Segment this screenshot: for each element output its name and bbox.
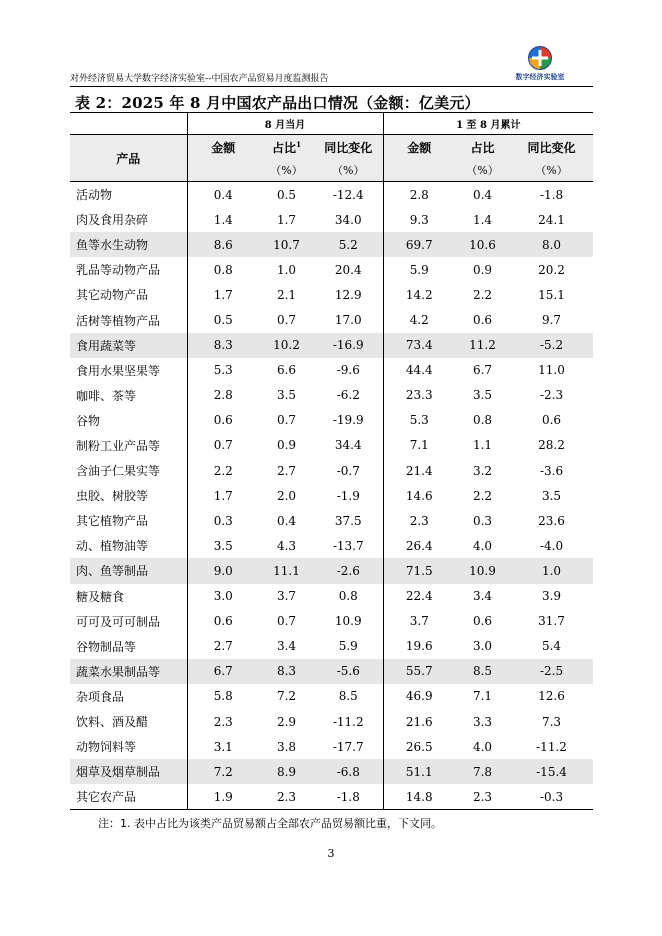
row-product-name: 其它植物产品 bbox=[76, 514, 149, 529]
table-row bbox=[70, 207, 593, 232]
row-product-name: 其它农产品 bbox=[70, 784, 187, 810]
row-month-share: 2.0 bbox=[276, 488, 297, 503]
row-cum-yoy: 12.6 bbox=[538, 689, 565, 704]
table-row bbox=[70, 784, 593, 810]
row-month-share: 0.7 bbox=[276, 614, 297, 629]
row-cum-yoy: 31.7 bbox=[538, 614, 565, 629]
cum-amount-header: 金额 bbox=[383, 135, 455, 160]
row-product-name: 蔬菜水果制品等 bbox=[70, 659, 187, 684]
share-footnote-mark: 1 bbox=[296, 139, 301, 149]
row-cum-yoy: -5.2 bbox=[510, 333, 593, 358]
row-cum-share: 2.2 bbox=[472, 488, 493, 503]
row-month-share: 6.6 bbox=[276, 363, 297, 378]
table-row bbox=[70, 759, 593, 784]
cum-yoy-unit: （%） bbox=[535, 164, 568, 177]
row-month-amount: 3.5 bbox=[187, 533, 259, 558]
row-cum-share: 6.7 bbox=[472, 363, 493, 378]
row-month-yoy: -5.6 bbox=[314, 659, 383, 684]
row-cum-share: 4.0 bbox=[472, 739, 493, 754]
row-product-name: 肉、鱼等制品 bbox=[70, 558, 187, 583]
row-cum-share: 0.4 bbox=[455, 182, 510, 208]
row-month-share: 2.3 bbox=[259, 784, 314, 810]
row-cum-amount: 21.4 bbox=[383, 458, 455, 483]
table-row bbox=[70, 307, 593, 332]
row-cum-share: 0.9 bbox=[472, 262, 493, 277]
month-yoy-header: 同比变化 bbox=[314, 135, 383, 160]
table-body bbox=[70, 182, 593, 810]
row-month-amount: 0.8 bbox=[187, 257, 259, 282]
row-product-name: 虫胶、树胶等 bbox=[76, 489, 149, 504]
row-month-amount: 0.4 bbox=[187, 182, 259, 208]
table-footnote: 注：1. 表中占比为该类产品贸易额占全部农产品贸易额比重，下文同。 bbox=[98, 817, 442, 830]
row-month-amount: 5.3 bbox=[187, 358, 259, 383]
row-month-amount: 5.8 bbox=[187, 684, 259, 709]
row-cum-yoy: 0.6 bbox=[541, 413, 562, 428]
month-share-unit: （%） bbox=[270, 164, 303, 177]
table-row bbox=[70, 358, 593, 383]
header-row-1 bbox=[70, 135, 593, 160]
row-cum-amount: 14.6 bbox=[383, 483, 455, 508]
header-group-row bbox=[70, 113, 593, 135]
row-cum-yoy: 23.6 bbox=[538, 513, 565, 528]
row-month-share: 2.1 bbox=[276, 287, 297, 302]
cum-share-header: 占比 bbox=[455, 135, 510, 160]
row-product-name: 食用蔬菜等 bbox=[70, 333, 187, 358]
row-cum-share: 1.1 bbox=[472, 438, 493, 453]
cum-share-unit: （%） bbox=[466, 164, 499, 177]
product-column-header: 产品 bbox=[70, 135, 187, 182]
month-share-label: 占比 bbox=[272, 140, 297, 155]
row-month-yoy: 12.9 bbox=[334, 287, 362, 302]
row-month-share: 0.4 bbox=[276, 513, 297, 528]
table-row bbox=[70, 282, 593, 307]
row-cum-share: 7.1 bbox=[472, 689, 493, 704]
row-month-amount: 8.6 bbox=[187, 232, 259, 257]
month-amount-unit bbox=[187, 159, 259, 182]
row-cum-yoy: -1.8 bbox=[510, 182, 593, 208]
row-cum-share: 1.4 bbox=[472, 212, 493, 227]
table-row bbox=[70, 458, 593, 483]
row-product-name: 可可及可可制品 bbox=[76, 614, 161, 629]
row-cum-amount: 73.4 bbox=[383, 333, 455, 358]
row-month-share: 1.7 bbox=[276, 212, 297, 227]
group-cumulative-header: 1 至 8 月累计 bbox=[383, 113, 593, 135]
row-cum-share: 7.8 bbox=[455, 759, 510, 784]
row-cum-share: 3.4 bbox=[472, 589, 493, 604]
row-cum-yoy: 3.5 bbox=[541, 488, 562, 503]
row-month-amount: 3.0 bbox=[187, 584, 259, 609]
row-month-amount: 0.3 bbox=[187, 508, 259, 533]
row-month-yoy: 8.5 bbox=[338, 689, 358, 704]
row-month-amount: 6.7 bbox=[187, 659, 259, 684]
row-cum-amount: 69.7 bbox=[383, 232, 455, 257]
row-month-amount: 9.0 bbox=[187, 558, 259, 583]
table-row bbox=[70, 659, 593, 684]
row-product-name: 动物饲料等 bbox=[76, 740, 137, 755]
table-row bbox=[70, 508, 593, 533]
row-cum-amount: 26.5 bbox=[383, 734, 455, 759]
table-row bbox=[70, 232, 593, 257]
row-month-share: 3.8 bbox=[276, 739, 297, 754]
row-cum-amount: 5.9 bbox=[383, 257, 455, 282]
row-cum-yoy: 9.7 bbox=[541, 313, 562, 328]
row-month-share: 8.3 bbox=[259, 659, 314, 684]
row-month-share: 0.5 bbox=[259, 182, 314, 208]
row-cum-share: 3.3 bbox=[472, 714, 493, 729]
table-row bbox=[70, 483, 593, 508]
row-product-name: 制粉工业产品等 bbox=[76, 438, 161, 453]
row-cum-share: 2.2 bbox=[472, 287, 493, 302]
row-month-yoy: 37.5 bbox=[334, 513, 362, 528]
table-row bbox=[70, 734, 593, 759]
row-month-share: 0.9 bbox=[276, 438, 297, 453]
row-product-name: 其它动物产品 bbox=[76, 288, 149, 303]
row-month-share: 4.3 bbox=[276, 538, 297, 553]
cum-yoy-header: 同比变化 bbox=[510, 135, 593, 160]
row-month-amount: 0.7 bbox=[187, 433, 259, 458]
row-month-yoy: -0.7 bbox=[336, 463, 360, 478]
row-month-share: 3.5 bbox=[276, 388, 297, 403]
lab-logo bbox=[505, 45, 575, 85]
row-product-name: 活动物 bbox=[70, 182, 187, 208]
row-month-share: 2.7 bbox=[276, 463, 297, 478]
row-month-share: 7.2 bbox=[276, 689, 297, 704]
row-cum-yoy: -2.5 bbox=[510, 659, 593, 684]
row-month-share: 3.4 bbox=[276, 639, 297, 654]
row-cum-yoy: 7.3 bbox=[541, 714, 562, 729]
month-yoy-unit: （%） bbox=[332, 164, 365, 177]
page-number: 3 bbox=[327, 847, 335, 860]
row-cum-amount: 2.3 bbox=[383, 508, 455, 533]
row-month-yoy: 0.8 bbox=[338, 589, 358, 604]
row-month-yoy: 34.0 bbox=[334, 212, 362, 227]
cum-amount-unit bbox=[383, 159, 455, 182]
table-title: 表 2：2025 年 8 月中国农产品出口情况（金额：亿美元） bbox=[75, 94, 480, 112]
running-header: 对外经济贸易大学数字经济实验室--中国农产品贸易月度监测报告 bbox=[70, 74, 329, 84]
row-cum-amount: 44.4 bbox=[383, 358, 455, 383]
row-month-share: 10.7 bbox=[259, 232, 314, 257]
row-month-amount: 2.7 bbox=[187, 634, 259, 659]
row-cum-amount: 55.7 bbox=[383, 659, 455, 684]
row-cum-amount: 46.9 bbox=[383, 684, 455, 709]
row-cum-share: 2.3 bbox=[455, 784, 510, 810]
row-month-yoy: -6.8 bbox=[314, 759, 383, 784]
row-cum-amount: 2.8 bbox=[383, 182, 455, 208]
table-row bbox=[70, 533, 593, 558]
row-month-share: 10.2 bbox=[259, 333, 314, 358]
row-month-yoy: -12.4 bbox=[314, 182, 383, 208]
row-month-share: 8.9 bbox=[259, 759, 314, 784]
month-amount-header: 金额 bbox=[187, 135, 259, 160]
table-row bbox=[70, 383, 593, 408]
row-product-name: 动、植物油等 bbox=[76, 539, 149, 554]
row-cum-yoy: 5.4 bbox=[541, 639, 562, 654]
row-month-share: 1.0 bbox=[276, 262, 297, 277]
table-row bbox=[70, 609, 593, 634]
row-cum-amount: 3.7 bbox=[383, 609, 455, 634]
row-month-share: 0.7 bbox=[276, 413, 297, 428]
row-month-yoy: -6.2 bbox=[336, 388, 360, 403]
row-month-yoy: -13.7 bbox=[332, 538, 364, 553]
row-cum-yoy: -0.3 bbox=[510, 784, 593, 810]
table-row bbox=[70, 709, 593, 734]
table-row bbox=[70, 584, 593, 609]
row-product-name: 饮料、酒及醋 bbox=[76, 715, 149, 730]
row-month-amount: 8.3 bbox=[187, 333, 259, 358]
lab-logo-text: 数字经济实验室 bbox=[515, 73, 565, 81]
row-cum-amount: 51.1 bbox=[383, 759, 455, 784]
row-cum-amount: 26.4 bbox=[383, 533, 455, 558]
row-cum-amount: 23.3 bbox=[383, 383, 455, 408]
row-cum-yoy: 8.0 bbox=[510, 232, 593, 257]
row-cum-yoy: -2.3 bbox=[539, 388, 564, 403]
row-month-amount: 1.7 bbox=[187, 483, 259, 508]
row-month-share: 0.7 bbox=[276, 313, 297, 328]
row-month-amount: 7.2 bbox=[187, 759, 259, 784]
row-cum-share: 4.0 bbox=[472, 538, 493, 553]
row-cum-amount: 9.3 bbox=[383, 207, 455, 232]
row-month-yoy: -2.6 bbox=[314, 558, 383, 583]
table-row bbox=[70, 684, 593, 709]
row-month-amount: 0.6 bbox=[187, 408, 259, 433]
row-cum-amount: 19.6 bbox=[383, 634, 455, 659]
row-month-amount: 0.5 bbox=[187, 307, 259, 332]
row-month-yoy: 5.2 bbox=[314, 232, 383, 257]
row-month-amount: 1.9 bbox=[187, 784, 259, 810]
row-cum-yoy: 11.0 bbox=[538, 363, 565, 378]
row-product-name: 食用水果坚果等 bbox=[76, 363, 161, 378]
table-row bbox=[70, 634, 593, 659]
table-row bbox=[70, 408, 593, 433]
row-cum-amount: 14.2 bbox=[383, 282, 455, 307]
row-month-amount: 2.2 bbox=[187, 458, 259, 483]
row-cum-yoy: 3.9 bbox=[541, 589, 562, 604]
header-rule bbox=[70, 86, 593, 87]
row-month-share: 11.1 bbox=[259, 558, 314, 583]
row-product-name: 杂项食品 bbox=[76, 689, 125, 704]
table-row bbox=[70, 433, 593, 458]
row-product-name: 乳品等动物产品 bbox=[76, 263, 161, 278]
group-month-header: 8 月当月 bbox=[187, 113, 383, 135]
row-month-amount: 1.7 bbox=[187, 282, 259, 307]
row-month-amount: 3.1 bbox=[187, 734, 259, 759]
month-share-header bbox=[259, 135, 314, 160]
row-cum-yoy: 15.1 bbox=[538, 287, 565, 302]
header-blank bbox=[70, 113, 187, 135]
row-month-yoy: 34.4 bbox=[334, 438, 362, 453]
row-month-amount: 2.3 bbox=[187, 709, 259, 734]
row-cum-share: 0.6 bbox=[472, 614, 493, 629]
row-cum-yoy: -15.4 bbox=[510, 759, 593, 784]
row-cum-yoy: -4.0 bbox=[539, 538, 564, 553]
row-month-yoy: 5.9 bbox=[338, 639, 358, 654]
row-cum-share: 8.5 bbox=[455, 659, 510, 684]
row-month-amount: 2.8 bbox=[187, 383, 259, 408]
row-cum-share: 0.3 bbox=[472, 513, 493, 528]
row-product-name: 烟草及烟草制品 bbox=[70, 759, 187, 784]
row-cum-yoy: 28.2 bbox=[538, 438, 565, 453]
row-cum-yoy: -3.6 bbox=[539, 463, 564, 478]
export-table bbox=[70, 112, 593, 810]
row-month-amount: 0.6 bbox=[187, 609, 259, 634]
row-cum-share: 0.6 bbox=[472, 313, 493, 328]
row-cum-amount: 7.1 bbox=[383, 433, 455, 458]
row-month-yoy: -19.9 bbox=[332, 413, 364, 428]
row-cum-amount: 22.4 bbox=[383, 584, 455, 609]
table-row bbox=[70, 558, 593, 583]
row-cum-share: 3.5 bbox=[472, 388, 493, 403]
row-product-name: 谷物 bbox=[76, 413, 101, 428]
row-cum-share: 11.2 bbox=[455, 333, 510, 358]
row-cum-share: 3.0 bbox=[472, 639, 493, 654]
row-cum-share: 10.9 bbox=[455, 558, 510, 583]
row-cum-yoy: 20.2 bbox=[538, 262, 565, 277]
row-month-yoy: -1.8 bbox=[314, 784, 383, 810]
row-month-yoy: 17.0 bbox=[334, 313, 362, 328]
row-cum-share: 10.6 bbox=[455, 232, 510, 257]
row-cum-amount: 21.6 bbox=[383, 709, 455, 734]
row-month-yoy: -11.2 bbox=[332, 714, 364, 729]
row-cum-share: 3.2 bbox=[472, 463, 493, 478]
row-product-name: 咖啡、茶等 bbox=[76, 388, 137, 403]
row-cum-yoy: 1.0 bbox=[510, 558, 593, 583]
row-product-name: 鱼等水生动物 bbox=[70, 232, 187, 257]
row-product-name: 糖及糖食 bbox=[76, 589, 125, 604]
row-cum-amount: 71.5 bbox=[383, 558, 455, 583]
table-row bbox=[70, 182, 593, 208]
row-cum-amount: 14.8 bbox=[383, 784, 455, 810]
row-cum-share: 0.8 bbox=[472, 413, 493, 428]
row-cum-amount: 5.3 bbox=[383, 408, 455, 433]
row-month-share: 2.9 bbox=[276, 714, 297, 729]
row-month-yoy: 10.9 bbox=[334, 614, 362, 629]
row-cum-amount: 4.2 bbox=[383, 307, 455, 332]
row-month-amount: 1.4 bbox=[187, 207, 259, 232]
page-header bbox=[70, 45, 593, 87]
table-row bbox=[70, 257, 593, 282]
row-month-yoy: -17.7 bbox=[332, 739, 364, 754]
row-product-name: 肉及食用杂碎 bbox=[76, 213, 149, 228]
row-cum-yoy: -11.2 bbox=[536, 739, 567, 754]
row-cum-yoy: 24.1 bbox=[538, 212, 565, 227]
lab-logo-mark-icon bbox=[527, 45, 553, 71]
row-month-yoy: 20.4 bbox=[334, 262, 362, 277]
row-month-yoy: -16.9 bbox=[314, 333, 383, 358]
row-month-yoy: -9.6 bbox=[336, 363, 360, 378]
row-month-share: 3.7 bbox=[276, 589, 297, 604]
row-product-name: 活树等植物产品 bbox=[76, 313, 161, 328]
row-product-name: 谷物制品等 bbox=[76, 639, 137, 654]
table-row bbox=[70, 333, 593, 358]
row-product-name: 含油子仁果实等 bbox=[76, 464, 161, 479]
row-month-yoy: -1.9 bbox=[336, 488, 360, 503]
